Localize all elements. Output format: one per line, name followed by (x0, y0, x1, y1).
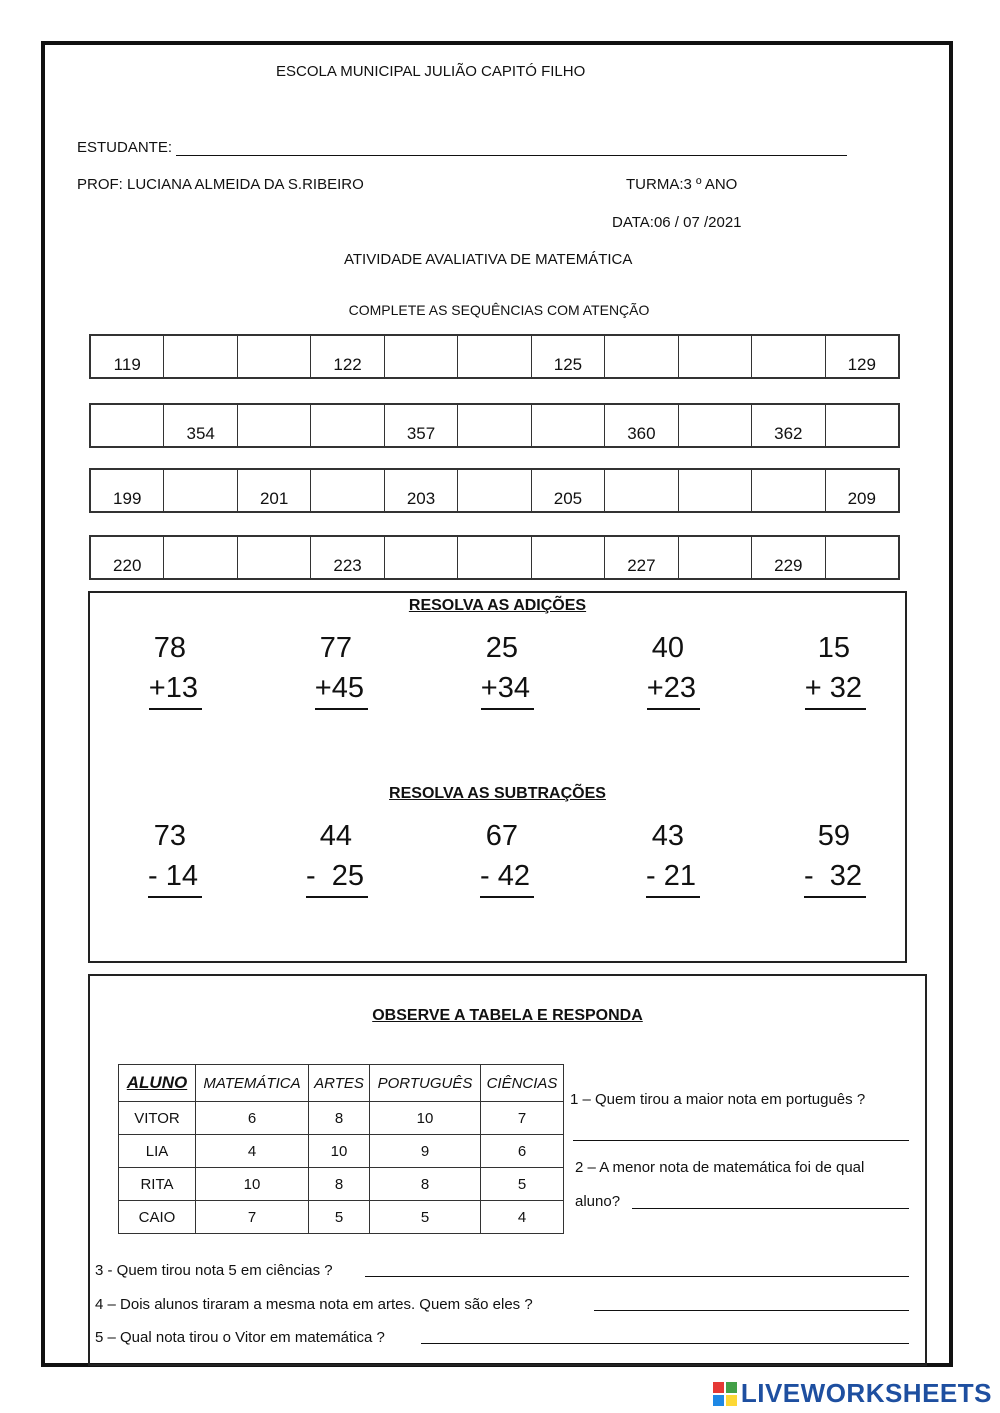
sequence-row (89, 535, 900, 580)
grade-cell: 6 (196, 1102, 309, 1135)
sequence-value: 360 (627, 424, 656, 443)
grade-cell: 8 (309, 1168, 370, 1201)
sequence-row (89, 334, 900, 379)
question-4: 4 – Dois alunos tiraram a mesma nota em artes. Quem são eles ? (95, 1296, 533, 1313)
sequence-blank-cell[interactable] (457, 470, 530, 511)
grade-cell: 10 (370, 1102, 481, 1135)
sequence-value: 119 (113, 355, 141, 374)
sequence-cell (163, 405, 236, 446)
operand-top: 15 (817, 632, 850, 664)
sequence-blank-cell[interactable] (457, 537, 530, 578)
grade-cell: 4 (196, 1135, 309, 1168)
addition-problem (424, 628, 534, 710)
sequence-cell (310, 537, 383, 578)
sequence-value: 362 (774, 424, 803, 443)
sequence-cell (751, 537, 824, 578)
operand-bottom: - 21 (646, 856, 700, 898)
sequence-blank-cell[interactable] (237, 405, 310, 446)
sequence-cell (825, 336, 898, 377)
header-aluno: ALUNO (119, 1065, 196, 1102)
logo-square-blue (713, 1395, 724, 1406)
student-name-cell: LIA (119, 1135, 196, 1168)
sequence-blank-cell[interactable] (751, 470, 824, 511)
student-label: ESTUDANTE: (77, 139, 173, 156)
addition-problem (92, 628, 202, 710)
question-2a: 2 – A menor nota de matemática foi de qual (575, 1159, 865, 1176)
sequence-cell (91, 537, 163, 578)
sequence-blank-cell[interactable] (163, 470, 236, 511)
sequence-cell (91, 336, 163, 377)
operand-top: 40 (651, 632, 684, 664)
logo-icon (713, 1382, 737, 1406)
question-3: 3 - Quem tirou nota 5 em ciências ? (95, 1262, 333, 1279)
teacher-name: PROF: LUCIANA ALMEIDA DA S.RIBEIRO (77, 176, 364, 193)
sequence-cell (384, 470, 457, 511)
answer-line-3[interactable] (365, 1276, 909, 1277)
operand-bottom: - 32 (804, 856, 866, 898)
subtraction-problem (92, 816, 202, 898)
sequence-blank-cell[interactable] (678, 470, 751, 511)
sequence-cell (531, 336, 604, 377)
operand-top: 25 (485, 632, 518, 664)
sequence-blank-cell[interactable] (91, 405, 163, 446)
grade-cell: 5 (309, 1201, 370, 1234)
question-1: 1 – Quem tirou a maior nota em português ? (570, 1091, 866, 1108)
sequence-value: 122 (333, 355, 362, 374)
sequence-value: 354 (186, 424, 215, 443)
sequence-blank-cell[interactable] (310, 405, 383, 446)
sequence-cell (310, 336, 383, 377)
student-name-line[interactable] (176, 155, 847, 156)
sequence-blank-cell[interactable] (457, 336, 530, 377)
header-artes: ARTES (309, 1065, 370, 1102)
class-label: TURMA:3 º ANO (626, 176, 738, 193)
sequence-blank-cell[interactable] (237, 537, 310, 578)
subtraction-problem (424, 816, 534, 898)
sequence-cell (825, 470, 898, 511)
table-row (119, 1135, 564, 1168)
operand-bottom: - 42 (480, 856, 534, 898)
sequence-value: 220 (113, 556, 142, 575)
operand-bottom: +45 (315, 668, 368, 710)
operand-top: 67 (485, 820, 518, 852)
logo-text: LIVEWORKSHEETS (740, 1378, 992, 1408)
operand-bottom: - 25 (306, 856, 368, 898)
operand-top: 78 (153, 632, 186, 664)
operand-bottom: +13 (149, 668, 202, 710)
grade-cell: 10 (309, 1135, 370, 1168)
student-name-cell: RITA (119, 1168, 196, 1201)
sequence-value: 205 (553, 489, 583, 508)
student-name-cell: VITOR (119, 1102, 196, 1135)
logo-square-yellow (726, 1395, 737, 1406)
grade-cell: 4 (481, 1201, 564, 1234)
sequence-value: 129 (847, 355, 876, 374)
operand-top: 44 (319, 820, 352, 852)
sequence-blank-cell[interactable] (531, 537, 604, 578)
operand-bottom: +34 (481, 668, 534, 710)
activity-title: ATIVIDADE AVALIATIVA DE MATEMÁTICA (344, 251, 633, 268)
sequence-blank-cell[interactable] (237, 336, 310, 377)
sequence-value: 199 (113, 489, 142, 508)
subtraction-problem (258, 816, 368, 898)
sequence-blank-cell[interactable] (384, 336, 457, 377)
sequence-blank-cell[interactable] (604, 336, 677, 377)
operand-top: 77 (319, 632, 352, 664)
sequence-value: 125 (553, 355, 583, 374)
subtraction-problem (590, 816, 700, 898)
sequence-row (89, 403, 900, 448)
operand-bottom: +23 (647, 668, 700, 710)
operand-bottom: + 32 (805, 668, 866, 710)
sequences-title: COMPLETE AS SEQUÊNCIAS COM ATENÇÃO (348, 302, 650, 318)
table-row (119, 1102, 564, 1135)
sequence-blank-cell[interactable] (678, 537, 751, 578)
header-matematica: MATEMÁTICA (196, 1065, 309, 1102)
grades-table (118, 1064, 564, 1234)
grade-cell: 10 (196, 1168, 309, 1201)
sequence-blank-cell[interactable] (751, 336, 824, 377)
sequence-blank-cell[interactable] (163, 537, 236, 578)
sequence-cell (604, 405, 677, 446)
date-label: DATA:06 / 07 /2021 (612, 214, 742, 231)
sequence-value: 201 (259, 489, 289, 508)
table-row (119, 1168, 564, 1201)
sequence-cell (384, 405, 457, 446)
operand-bottom: - 14 (148, 856, 202, 898)
table-section-title: OBSERVE A TABELA E RESPONDA (372, 1007, 643, 1024)
subtraction-problem (756, 816, 866, 898)
answer-line-2[interactable] (632, 1208, 909, 1209)
table-row (119, 1201, 564, 1234)
question-2b: aluno? (575, 1193, 621, 1210)
answer-line-4[interactable] (594, 1310, 909, 1311)
subtractions-title: RESOLVA AS SUBTRAÇÕES (389, 785, 606, 802)
header-portugues: PORTUGUÊS (370, 1065, 481, 1102)
sequence-value: 229 (774, 556, 803, 575)
sequence-blank-cell[interactable] (678, 336, 751, 377)
operand-top: 43 (651, 820, 684, 852)
grade-cell: 6 (481, 1135, 564, 1168)
sequence-blank-cell[interactable] (678, 405, 751, 446)
grade-cell: 9 (370, 1135, 481, 1168)
sequence-blank-cell[interactable] (163, 336, 236, 377)
sequence-row (89, 468, 900, 513)
grade-cell: 7 (196, 1201, 309, 1234)
sequence-value: 223 (333, 556, 362, 575)
sequence-cell (531, 470, 604, 511)
sequence-blank-cell[interactable] (457, 405, 530, 446)
liveworksheets-logo[interactable] (713, 1378, 992, 1409)
operand-top: 73 (153, 820, 186, 852)
grade-cell: 5 (481, 1168, 564, 1201)
sequence-blank-cell[interactable] (531, 405, 604, 446)
sequence-value: 357 (406, 424, 436, 443)
grade-cell: 8 (309, 1102, 370, 1135)
sequence-cell (751, 405, 824, 446)
addition-problem (756, 628, 866, 710)
logo-square-green (726, 1382, 737, 1393)
answer-line-5[interactable] (421, 1343, 909, 1344)
sequence-value: 209 (847, 489, 876, 508)
operand-top: 59 (817, 820, 850, 852)
header-ciencias: CIÊNCIAS (481, 1065, 564, 1102)
question-5: 5 – Qual nota tirou o Vitor em matemática ? (95, 1329, 385, 1346)
sequence-value: 227 (627, 556, 656, 575)
sequence-blank-cell[interactable] (825, 537, 898, 578)
sequence-cell (237, 470, 310, 511)
sequence-blank-cell[interactable] (825, 405, 898, 446)
school-name: ESCOLA MUNICIPAL JULIÃO CAPITÓ FILHO (276, 63, 586, 80)
grade-cell: 8 (370, 1168, 481, 1201)
sequence-cell (91, 470, 163, 511)
logo-square-red (713, 1382, 724, 1393)
addition-problem (590, 628, 700, 710)
sequence-blank-cell[interactable] (310, 470, 383, 511)
additions-title: RESOLVA AS ADIÇÕES (408, 597, 587, 614)
addition-problem (258, 628, 368, 710)
grade-cell: 5 (370, 1201, 481, 1234)
sequence-blank-cell[interactable] (384, 537, 457, 578)
table-header-row (119, 1065, 564, 1102)
grade-cell: 7 (481, 1102, 564, 1135)
sequence-blank-cell[interactable] (604, 470, 677, 511)
sequence-cell (604, 537, 677, 578)
sequence-value: 203 (406, 489, 436, 508)
answer-line-1[interactable] (573, 1140, 909, 1141)
student-name-cell: CAIO (119, 1201, 196, 1234)
